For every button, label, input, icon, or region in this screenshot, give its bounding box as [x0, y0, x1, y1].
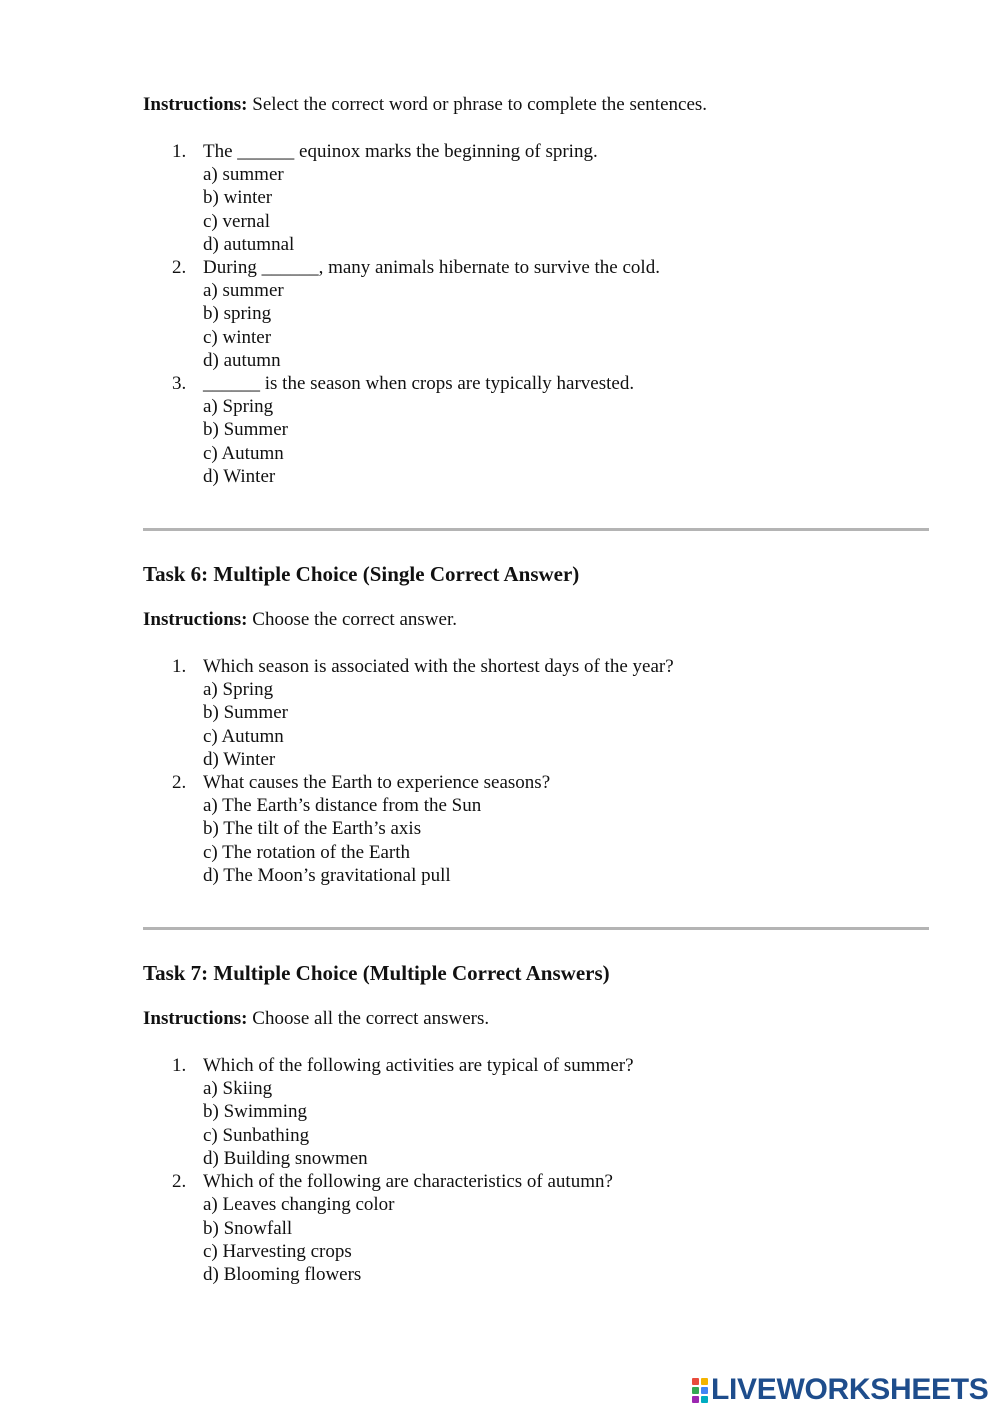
answer-option[interactable]: c) The rotation of the Earth	[203, 841, 410, 863]
question-text: Which season is associated with the shortest days of the year?	[203, 656, 674, 678]
answer-option[interactable]: c) Autumn	[203, 725, 284, 747]
question-text: The ______ equinox marks the beginning of spring.	[203, 141, 598, 162]
answer-option[interactable]: b) Summer	[203, 702, 288, 724]
question-number: 1.	[172, 656, 187, 678]
answer-option[interactable]: a) Skiing	[203, 1078, 273, 1100]
instructions-text: Choose all the correct answers.	[247, 1008, 490, 1030]
question-number: 1.	[172, 1055, 187, 1077]
question-list-task6	[143, 655, 929, 887]
answer-option[interactable]: c) vernal	[203, 210, 270, 232]
answer-option[interactable]: a) The Earth’s distance from the Sun	[203, 795, 482, 817]
logo-square	[692, 1387, 699, 1394]
question-item	[143, 655, 929, 771]
answer-option[interactable]: c) Sunbathing	[203, 1124, 310, 1146]
answer-option[interactable]: b) spring	[203, 303, 272, 325]
answer-option[interactable]: d) Building snowmen	[203, 1147, 368, 1169]
question-list-task7	[143, 1054, 929, 1286]
question-number: 2.	[172, 1171, 187, 1193]
logo-square	[692, 1396, 699, 1403]
logo-text: LIVEWORKSHEETS	[711, 1373, 989, 1406]
question-text: Which of the following activities are typical of summer?	[203, 1055, 634, 1077]
answer-option[interactable]: a) Spring	[203, 679, 274, 701]
answer-option[interactable]: b) Summer	[203, 419, 288, 441]
question-text: Which of the following are characteristics of autumn?	[203, 1171, 613, 1193]
question-item	[143, 1054, 929, 1170]
logo-mark-icon	[692, 1378, 708, 1403]
question-item	[143, 256, 929, 372]
section-divider	[143, 528, 929, 531]
task7-title: Task 7: Multiple Choice (Multiple Correct Answers)	[143, 961, 610, 986]
answer-option[interactable]: b) winter	[203, 187, 273, 209]
question-text: ______ is the season when crops are typically harvested.	[203, 373, 635, 395]
answer-option[interactable]: d) autumn	[203, 349, 281, 371]
answer-option[interactable]: c) Harvesting crops	[203, 1240, 352, 1262]
instructions-task6	[143, 608, 929, 632]
logo-square	[701, 1387, 708, 1394]
instructions-label: Instructions:	[143, 1008, 248, 1030]
answer-option[interactable]: b) Snowfall	[203, 1217, 293, 1239]
answer-option[interactable]: d) Winter	[203, 465, 276, 487]
instructions-label: Instructions:	[143, 609, 248, 631]
logo-square	[701, 1396, 708, 1403]
question-text: What causes the Earth to experience seasons?	[203, 772, 551, 794]
instructions-text: Select the correct word or phrase to complete the sentences.	[247, 94, 708, 115]
answer-option[interactable]: c) winter	[203, 326, 272, 348]
instructions-section5	[143, 93, 929, 117]
question-item	[143, 140, 929, 256]
question-number: 1.	[172, 141, 187, 162]
task6-title: Task 6: Multiple Choice (Single Correct Answer)	[143, 562, 580, 587]
answer-option[interactable]: a) summer	[203, 164, 284, 186]
answer-option[interactable]: a) Spring	[203, 396, 274, 418]
question-item	[143, 1170, 929, 1286]
logo-square	[692, 1378, 699, 1385]
answer-option[interactable]: d) The Moon’s gravitational pull	[203, 864, 451, 886]
answer-option[interactable]: a) summer	[203, 280, 284, 302]
logo-square	[701, 1378, 708, 1385]
question-number: 2.	[172, 772, 187, 794]
answer-option[interactable]: b) The tilt of the Earth’s axis	[203, 818, 422, 840]
instructions-text: Choose the correct answer.	[247, 609, 457, 631]
answer-option[interactable]: d) Winter	[203, 748, 276, 770]
answer-option[interactable]: c) Autumn	[203, 442, 284, 464]
liveworksheets-logo[interactable]	[692, 1373, 989, 1407]
answer-option[interactable]: d) Blooming flowers	[203, 1263, 362, 1285]
instructions-task7	[143, 1007, 929, 1031]
question-number: 3.	[172, 373, 187, 395]
question-text: During ______, many animals hibernate to survive the cold.	[203, 257, 660, 279]
section-divider	[143, 927, 929, 930]
answer-option[interactable]: b) Swimming	[203, 1101, 307, 1123]
answer-option[interactable]: d) autumnal	[203, 233, 295, 255]
instructions-label: Instructions:	[143, 94, 248, 115]
question-number: 2.	[172, 257, 187, 279]
worksheet-page	[143, 93, 929, 1286]
question-item	[143, 372, 929, 488]
answer-option[interactable]: a) Leaves changing color	[203, 1194, 395, 1216]
question-item	[143, 771, 929, 887]
question-list-section5	[143, 140, 929, 488]
